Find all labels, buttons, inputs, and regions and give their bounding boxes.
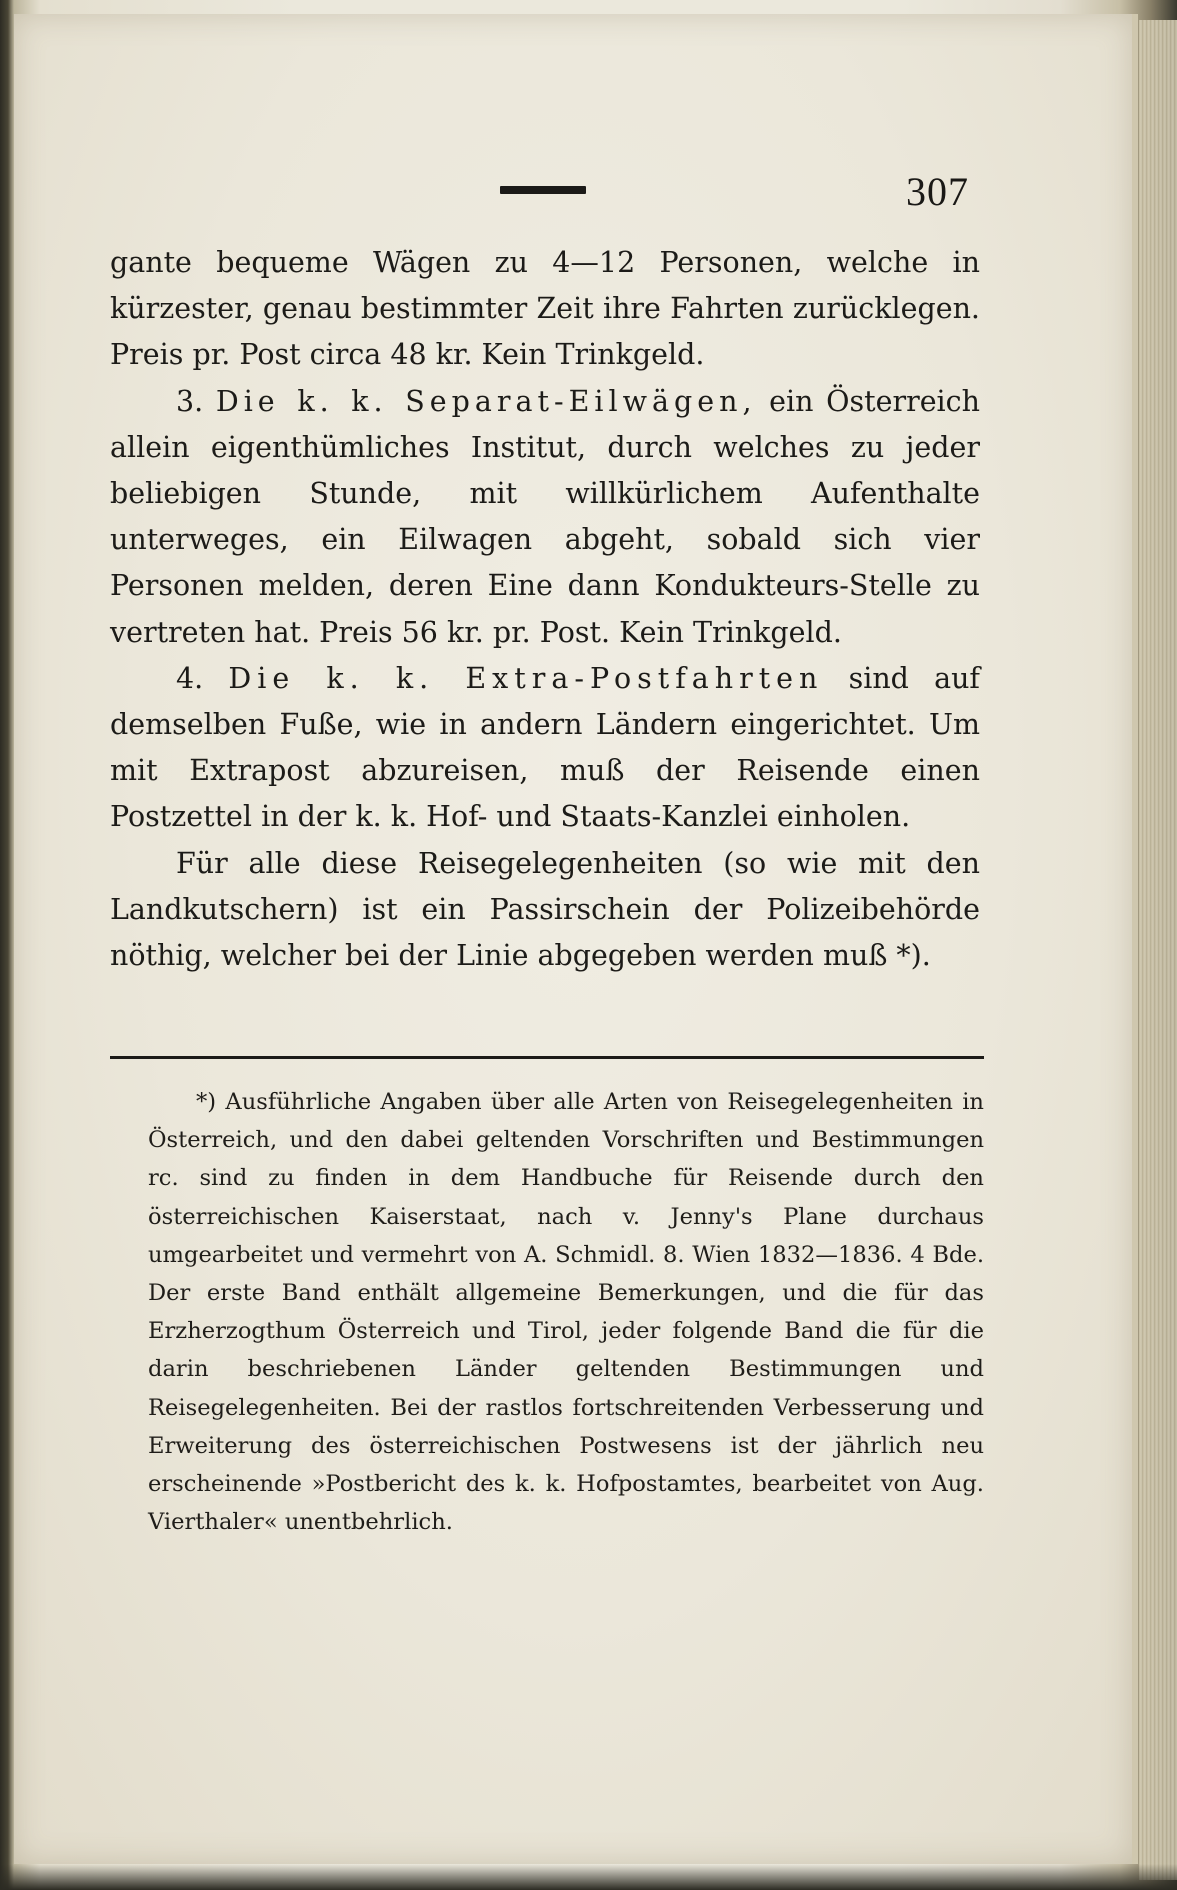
page-edges — [1139, 20, 1177, 1880]
footnote-divider — [110, 1056, 984, 1059]
item-number: 4. — [176, 661, 204, 695]
scan-bottom-shadow — [0, 1864, 1177, 1890]
header-rule — [500, 186, 586, 194]
paragraph-item-4 — [110, 656, 980, 841]
paragraph-continued — [110, 240, 980, 379]
footnote-body — [148, 1083, 984, 1541]
item-heading: Die k. k. Extra-Postfahrten — [228, 661, 824, 695]
footnote — [110, 1083, 984, 1541]
paragraph-text: gante bequeme Wägen zu 4—12 Personen, welche in kürzester, genau bestimmter Zeit ihre Fahrten zurücklegen. Preis pr. Post circa 48 kr. Kein Trinkgeld. — [110, 246, 980, 372]
footnote-text: Ausführliche Angaben über alle Arten von Reisegelegenheiten in Österreich, und den dabei geltenden Vorschriften und Bestimmungen rc. sind zu finden in dem Handbuche für Reisende durch den österreichischen Kaiserstaat, nach v. Jenny's Plane durchaus umgearbeitet und vermehrt von A. Schmidl. 8. Wien 1832—1836. 4 Bde. Der erste Band enthält allgemeine Bemerkungen, und die für das Erzherzogthum Österreich und Tirol, jeder folgende Band die für die darin beschriebenen Länder geltenden Bestimmungen und Reisegelegenheiten. Bei der rastlos fortschreitenden Verbesserung und Erweiterung des österreichischen Postwesens ist der jährlich neu erscheinende »Postbericht des k. k. Hofpostamtes, bearbeitet von Aug. Vierthaler« unentbehrlich. — [148, 1089, 984, 1536]
paragraph-text: ein Österreich allein eigenthümliches Institut, durch welches zu jeder beliebigen Stunde, mit willkürlichem Aufenthalte unterweges, ein Eilwagen abgeht, sobald sich vier Personen melden, deren Eine dann Kondukteurs-Stelle zu vertreten hat. Preis 56 kr. pr. Post. Kein Trinkgeld. — [110, 384, 980, 649]
main-text — [110, 240, 980, 979]
paragraph-closing — [110, 841, 980, 980]
paragraph-text: Für alle diese Reisegelegenheiten (so wie mit den Landkutschern) ist ein Passirschein der Polizeibehörde nöthig, welcher bei der Linie abgegeben werden muß *). — [110, 846, 980, 973]
item-heading: Die k. k. Separat-Eilwägen, — [215, 384, 757, 418]
page-number: 307 — [906, 169, 969, 214]
paragraph-item-3 — [110, 379, 980, 656]
footnote-mark: *) — [196, 1089, 217, 1115]
item-number: 3. — [176, 384, 204, 418]
paragraph-text: sind auf demselben Fuße, wie in andern Ländern eingerichtet. Um mit Extrapost abzureisen, muß der Reisende einen Postzettel in der k. k. Hof- und Staats-Kanzlei einholen. — [110, 661, 980, 834]
